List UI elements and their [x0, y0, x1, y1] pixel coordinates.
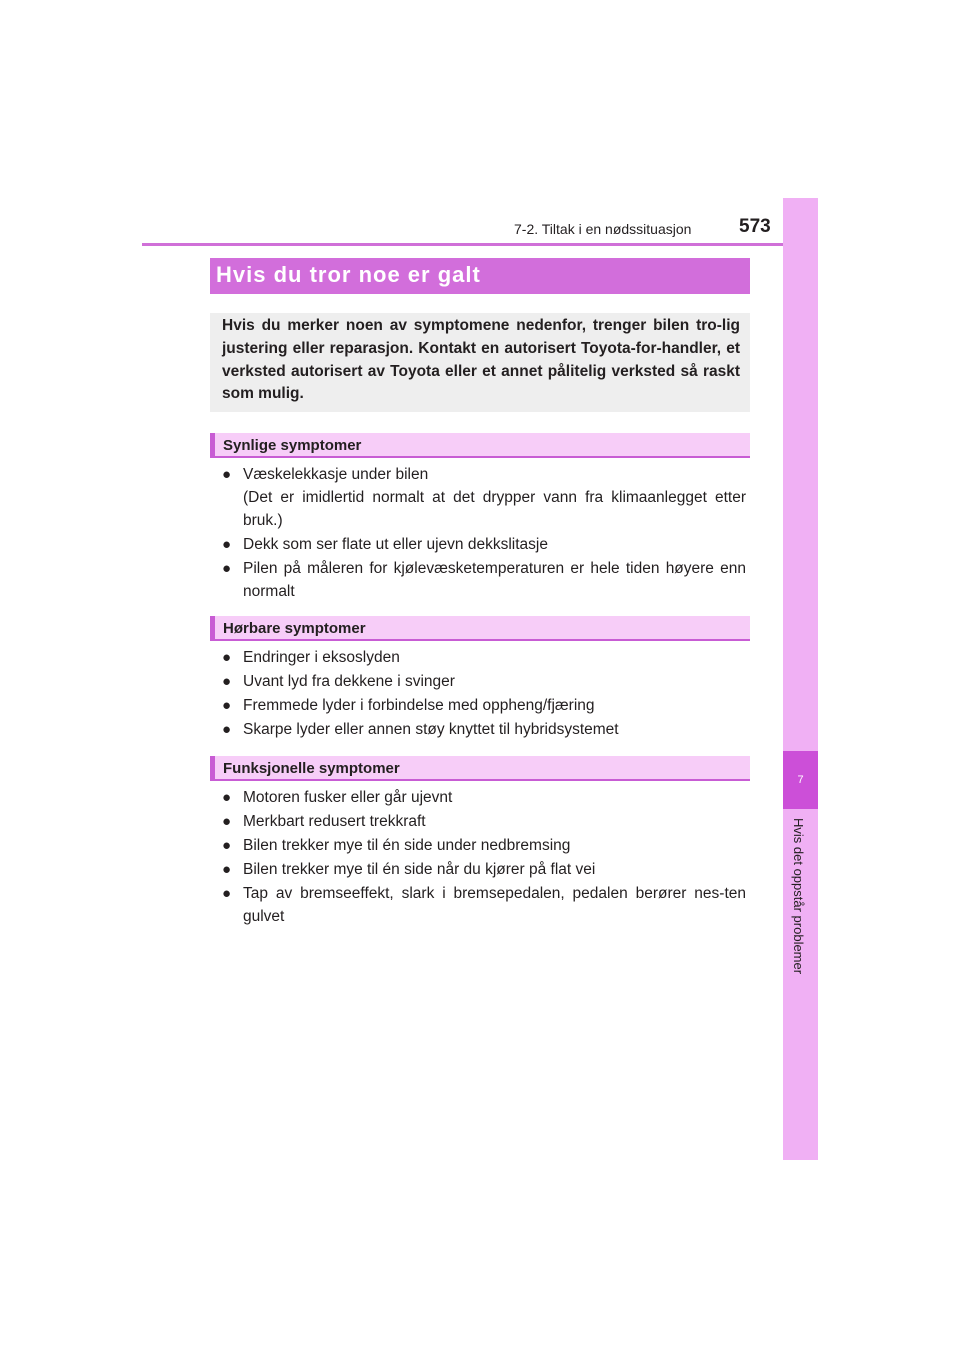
subhead-label: Synlige symptomer — [223, 437, 362, 454]
bullet-icon: ● — [222, 813, 232, 831]
list-item-text: Merkbart redusert trekkraft — [243, 813, 426, 831]
list-item-text: Motoren fusker eller går ujevnt — [243, 789, 453, 806]
page-title: Hvis du tror noe er galt — [216, 262, 481, 287]
list-item — [222, 464, 746, 532]
bullet-icon: ● — [222, 535, 232, 553]
subhead-functional-symptoms — [210, 756, 750, 781]
list-item — [222, 671, 746, 694]
list-item — [222, 835, 746, 858]
bullet-icon: ● — [222, 789, 232, 806]
list-item-text: Bilen trekker mye til én side under nedbremsing — [243, 837, 571, 855]
list-item-text: Fremmede lyder i forbindelse med oppheng/fjæring — [243, 697, 595, 715]
list-item — [222, 859, 746, 882]
list-item — [222, 558, 746, 604]
list-item-text: Tap av bremseeffekt, slark i bremsepedalen, pedalen berører nes-ten gulvet — [243, 885, 746, 926]
chapter-side-tab — [783, 198, 818, 1160]
bullet-icon: ● — [222, 837, 232, 855]
bullet-icon: ● — [222, 697, 232, 715]
list-item — [222, 719, 746, 742]
subhead-label: Hørbare symptomer — [223, 620, 366, 637]
list-item-text: Skarpe lyder eller annen støy knyttet til hybridsystemet — [243, 721, 619, 739]
page-number: 573 — [739, 216, 771, 237]
list-item — [222, 787, 746, 810]
chapter-title: Hvis det oppstår problemer — [791, 818, 806, 975]
list-item — [222, 883, 746, 929]
subhead-visible-symptoms — [210, 433, 750, 458]
bullet-icon: ● — [222, 885, 232, 903]
list-functional-symptoms — [222, 787, 746, 930]
bullet-icon: ● — [222, 721, 232, 739]
header-rule — [142, 243, 818, 246]
list-item-text: Væskelekkasje under bilen (Det er imidlertid normalt at det drypper vann fra klimaanlegget etter bruk.) — [243, 466, 746, 529]
section-label: 7-2. Tiltak i en nødssituasjon — [514, 221, 692, 237]
list-item-text: Endringer i eksoslyden — [243, 649, 400, 666]
list-visible-symptoms — [222, 464, 746, 605]
subhead-audible-symptoms — [210, 616, 750, 641]
list-item — [222, 811, 746, 834]
chapter-number: 7 — [783, 751, 818, 809]
subhead-label: Funksjonelle symptomer — [223, 760, 400, 777]
bullet-icon: ● — [222, 559, 232, 577]
list-audible-symptoms — [222, 647, 746, 743]
list-item-text: Uvant lyd fra dekkene i svinger — [243, 673, 455, 691]
bullet-icon: ● — [222, 673, 232, 691]
list-item-text: Bilen trekker mye til én side når du kjører på flat vei — [243, 861, 596, 879]
list-item-text: Dekk som ser flate ut eller ujevn dekkslitasje — [243, 535, 548, 553]
list-item — [222, 534, 746, 557]
list-item — [222, 647, 746, 670]
list-item — [222, 695, 746, 718]
bullet-icon: ● — [222, 466, 232, 483]
main-title-bar — [210, 258, 750, 294]
intro-text: Hvis du merker noen av symptomene nedenfor, trenger bilen tro-lig justering eller reparasjon. Kontakt en autorisert Toyota-for-handler, et verksted autorisert av Toyota eller et annet pålitelig verksted så raskt som mulig. — [222, 317, 740, 403]
list-item-text: Pilen på måleren for kjølevæsketemperaturen er hele tiden høyere enn normalt — [243, 559, 746, 600]
bullet-icon: ● — [222, 861, 232, 879]
bullet-icon: ● — [222, 649, 232, 666]
intro-box — [210, 313, 750, 412]
